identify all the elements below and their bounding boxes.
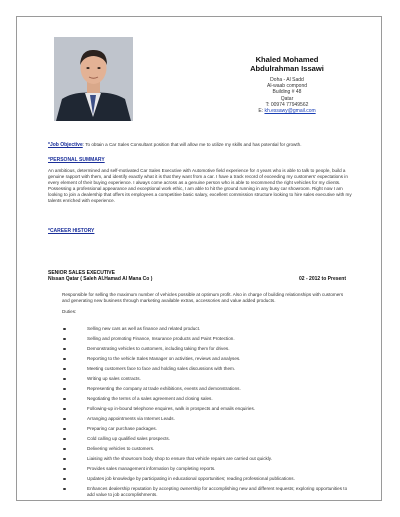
duty-text: Updates job knowledge by participating in educational opportunities; reading professional publications. <box>87 476 295 481</box>
duty-text: Liaising with the showroom body shop to ensure that vehicle repairs are carried out quickly. <box>87 456 273 461</box>
company-name: Nissan Qatar ( Saleh Al.Hamad Al Mana Co ) <box>48 276 153 282</box>
list-item <box>61 336 351 342</box>
list-item <box>61 376 351 382</box>
bullet-icon <box>63 378 66 381</box>
bullet-icon <box>63 388 66 391</box>
email-prefix: E: <box>258 108 265 115</box>
address-line: Building # 48 <box>272 89 302 96</box>
personal-summary-label: *PERSONAL SUMMARY <box>48 157 105 163</box>
bullet-icon <box>63 368 66 371</box>
duty-text: Following-up in-bound telephone enquires, walk in prospects and emails enquiries. <box>87 406 256 411</box>
portrait-image <box>54 37 133 121</box>
bullet-icon <box>63 438 66 441</box>
list-item <box>61 456 351 462</box>
duties-list <box>61 326 351 502</box>
job-objective <box>48 142 368 148</box>
duty-text: Reporting to the vehicle Sales Manager on activities, reviews and analyses. <box>87 356 241 361</box>
email-line <box>207 108 367 114</box>
list-item <box>61 346 351 352</box>
duty-text: Selling new cars as well as finance and related product. <box>87 326 201 331</box>
bullet-icon <box>63 338 66 341</box>
job-objective-label: *Job Objective <box>48 142 83 148</box>
list-item <box>61 446 351 452</box>
duty-text: Writing up sales contracts. <box>87 376 141 381</box>
duty-text: Enhances dealership reputation by accepting ownership for accomplishing new and different requests; exploring opportunities to add value to job accomplishments. <box>87 486 348 497</box>
profile-photo <box>54 37 133 121</box>
job-title: SENIOR SALES EXECUTIVE <box>48 270 115 276</box>
bullet-icon <box>63 398 66 401</box>
list-item <box>61 466 351 472</box>
career-history-heading <box>48 228 94 234</box>
bullet-icon <box>63 458 66 461</box>
list-item <box>61 426 351 432</box>
list-item <box>61 326 351 332</box>
bullet-icon <box>63 428 66 431</box>
personal-summary-text: An ambitious, determined and self-motivated Car Sales Executive with Automotive field experience for 4 years who is able to talk to people, build a genuine rapport with them, and identify exactly what it is that they want from a car. I have a track record of exceeding my customers' expectations in every element of their buying experience. I always come across as a genuine person who is able to recommend the right vehicles for my clients. Possessing a professional appearance and exceptional work ethic, I am able to hit the ground running in any busy car showroom. Right now I am looking to join a dealership that offers its employees a competitive basic salary, excellent commission structure looking to hire sales executive with my talents enriched with experience. <box>48 168 352 203</box>
duties-label: Duties: <box>62 309 77 314</box>
phone-number: T: 00974 77949562 <box>265 101 309 108</box>
duty-text: Preparing car purchase packages. <box>87 426 157 431</box>
address-line: Qatar <box>280 95 294 102</box>
address-line: Doha - Al Sadd <box>270 77 304 83</box>
duty-text: Demonstrating vehicles to customers, including taking them for drives. <box>87 346 230 351</box>
job-period: 02 - 2012 to Present <box>299 276 346 282</box>
list-item <box>61 386 351 392</box>
address-line: Al-waab compond <box>266 83 308 90</box>
candidate-name-line2: Abdulrahman Issawi <box>250 64 324 73</box>
list-item <box>61 356 351 362</box>
list-item <box>61 396 351 402</box>
candidate-name-line1: Khaled Mohamed <box>255 55 319 64</box>
job-responsibility: Responsible for selling the maximum number of vehicles possible at optimum profit. Also in charge of building relationships with customers and generating new business through marketing available extras, accessories and value added products. <box>62 292 344 303</box>
bullet-icon <box>63 328 66 331</box>
list-item <box>61 436 351 442</box>
career-history-label: *CAREER HISTORY <box>48 228 95 234</box>
duty-text: Delivering vehicles to customers. <box>87 446 155 451</box>
bullet-icon <box>63 418 66 421</box>
bullet-icon <box>63 448 66 451</box>
list-item <box>61 366 351 372</box>
duty-text: Selling and promoting Finance, Insurance products and Paint Protection. <box>87 336 235 341</box>
duty-text: Cold calling up qualified sales prospects. <box>87 436 170 441</box>
duty-text: Meeting customers face to face and holding sales discussions with them. <box>87 366 236 371</box>
list-item <box>61 476 351 482</box>
resume-page <box>16 16 382 501</box>
duty-text: Negotiating the terms of a sales agreement and closing sales. <box>87 396 213 401</box>
bullet-icon <box>63 478 66 481</box>
personal-summary-heading <box>48 157 105 163</box>
list-item <box>61 406 351 412</box>
duty-text: Provides sales management information by completing reports. <box>87 466 216 471</box>
bullet-icon <box>63 348 66 351</box>
list-item <box>61 416 351 422</box>
bullet-icon <box>63 468 66 471</box>
contact-address <box>207 77 367 114</box>
bullet-icon <box>63 488 66 491</box>
list-item <box>61 486 351 498</box>
job-objective-text: : To obtain a Car Sales Consultant position that will allow me to utilize my skills and has potential for growth. <box>82 142 302 147</box>
email-link[interactable]: kh.essawy@gmail.com <box>264 108 316 115</box>
duty-text: Arranging appointments via Internet Leads. <box>87 416 175 421</box>
duty-text: Representing the company at trade exhibitions, events and demonstrations. <box>87 386 241 391</box>
contact-header <box>207 55 367 114</box>
bullet-icon <box>63 358 66 361</box>
bullet-icon <box>63 408 66 411</box>
